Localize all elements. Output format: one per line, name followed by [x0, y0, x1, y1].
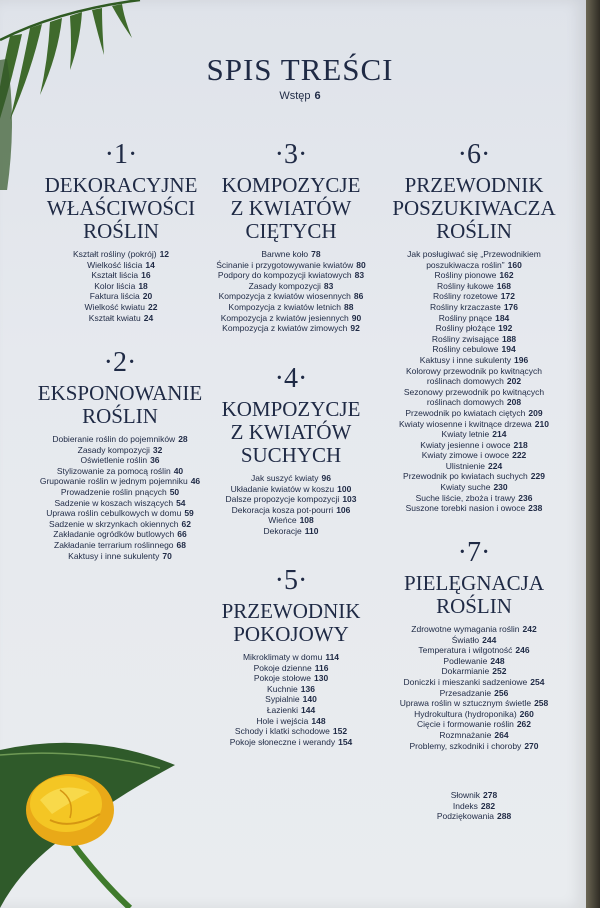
- toc-entry-page: 54: [176, 497, 186, 508]
- toc-entry-title: Prowadzenie roślin pnących: [60, 486, 167, 497]
- section-number: ·2·: [103, 347, 137, 378]
- toc-entry-page: 162: [499, 270, 514, 281]
- toc-entry-title: Problemy, szkodniki i choroby: [409, 740, 522, 751]
- toc-entry: [382, 334, 566, 345]
- toc-entry: [382, 482, 566, 493]
- toc-entry-title: Suszone torebki nasion i owoce: [405, 503, 526, 514]
- heading-line: CIĘTYCH: [245, 219, 337, 243]
- toc-entry: [32, 445, 208, 456]
- toc-entry-page: 70: [162, 550, 172, 561]
- toc-entry-title: Kolorowy przewodnik po kwitnących roślinach domowych: [405, 365, 543, 387]
- toc-entry: [205, 270, 377, 281]
- toc-entry-page: 88: [343, 301, 354, 312]
- section-number: ·3·: [274, 139, 308, 170]
- toc-entry-page: 278: [483, 790, 498, 800]
- toc-entry-page: 62: [181, 518, 191, 529]
- toc-entry-page: 66: [177, 529, 187, 540]
- toc-entry: [382, 730, 566, 741]
- toc-entry-page: 92: [350, 323, 360, 334]
- heading-line: KOMPOZYCJE: [221, 173, 361, 197]
- toc-entry-title: Kompozycja z kwiatów letnich: [228, 301, 341, 312]
- heading-line: POKOJOWY: [233, 622, 349, 646]
- toc-entry-title: Kwiaty jesienne i owoce: [420, 439, 511, 450]
- toc-entry-page: 59: [184, 508, 194, 519]
- toc-entry-page: 192: [498, 323, 513, 334]
- toc-list: [205, 473, 377, 537]
- toc-entry-page: 130: [313, 673, 329, 684]
- toc-entry: [382, 741, 566, 752]
- toc-entry-page: 254: [530, 676, 545, 687]
- toc-entry-title: Indeks: [452, 800, 478, 811]
- toc-list: [32, 434, 208, 561]
- toc-entry-page: 86: [353, 291, 364, 302]
- toc-entry-title: Pokoje dzienne: [253, 662, 312, 673]
- toc-entry-title: Temperatura i wilgotność: [418, 645, 513, 656]
- toc-entry: [382, 709, 566, 720]
- toc-entry-page: 264: [494, 729, 509, 740]
- toc-list: [42, 249, 200, 323]
- toc-entry-title: Dekoracje: [263, 525, 302, 536]
- section-number: ·7·: [457, 537, 491, 568]
- toc-entry-page: 144: [301, 704, 316, 715]
- toc-entry-page: 40: [173, 465, 184, 476]
- toc-entry: [205, 694, 377, 705]
- toc-entry: [32, 508, 208, 519]
- toc-entry-page: 244: [482, 634, 497, 645]
- toc-entry-page: 78: [311, 249, 321, 259]
- toc-entry-page: 288: [497, 811, 512, 822]
- toc-entry: [382, 344, 566, 355]
- toc-entry: [205, 494, 377, 505]
- toc-entry-title: Suche liście, zboża i trawy: [415, 492, 516, 503]
- toc-entry-title: Dalsze propozycje kompozycji: [225, 494, 340, 505]
- toc-entry: [382, 461, 566, 472]
- toc-entry: [205, 663, 377, 674]
- toc-entry-page: 148: [311, 715, 326, 726]
- toc-entry: [382, 313, 566, 324]
- toc-entry-title: Rośliny pionowe: [434, 270, 497, 281]
- toc-entry-page: 80: [356, 259, 366, 270]
- toc-entry: [382, 355, 566, 366]
- section-5: [205, 566, 377, 747]
- toc-entry-title: Schody i klatki schodowe: [234, 726, 330, 737]
- toc-entry-title: Sypialnie: [265, 694, 300, 705]
- heading-line: Z KWIATÓW: [230, 420, 352, 444]
- toc-entry-page: 46: [190, 476, 201, 487]
- toc-entry-page: 136: [300, 683, 315, 694]
- toc-entry-page: 238: [528, 503, 543, 514]
- toc-entry: [382, 635, 566, 646]
- toc-entry-title: Jak suszyć kwiaty: [250, 473, 319, 483]
- toc-entry-page: 256: [494, 687, 509, 698]
- toc-entry-title: Kwiaty suche: [440, 482, 491, 493]
- toc-entry: [205, 291, 377, 302]
- toc-entry: [205, 302, 377, 313]
- toc-entry-title: Jak posługiwać się „Przewodnikiem poszukiwacza roślin”: [407, 249, 541, 270]
- section-1: [42, 140, 200, 323]
- heading-line: PRZEWODNIK: [404, 173, 544, 197]
- toc-entry-title: Rośliny płożące: [435, 323, 496, 334]
- toc-entry-page: 208: [506, 397, 522, 408]
- section-3: [205, 140, 377, 334]
- toc-entry-page: 222: [512, 450, 527, 461]
- toc-entry-title: Uprawa roślin w sztucznym świetle: [399, 698, 532, 709]
- heading-line: ROŚLIN: [83, 219, 159, 243]
- heading-line: ROŚLIN: [436, 219, 512, 243]
- toc-entry-title: Wieńce: [268, 515, 297, 526]
- toc-entry-page: 184: [495, 312, 510, 323]
- toc-entry: [205, 684, 377, 695]
- toc-entry: [32, 519, 208, 530]
- toc-entry-title: Przewodnik po kwiatach suchych: [403, 471, 528, 482]
- toc-entry: [382, 698, 566, 709]
- toc-entry-title: Uprawa roślin cebulkowych w domu: [46, 508, 182, 519]
- toc-entry-title: Dekoracja kosza pot-pourri: [231, 504, 334, 515]
- toc-entry-title: Kwiaty zimowe i owoce: [421, 450, 510, 461]
- toc-entry-page: 32: [152, 444, 163, 455]
- toc-entry: [205, 260, 377, 271]
- section-heading: [205, 398, 377, 467]
- toc-entry: [399, 366, 549, 387]
- toc-entry-page: 103: [342, 494, 357, 505]
- section-number: ·1·: [104, 139, 138, 170]
- toc-entry: [205, 716, 377, 727]
- toc-entry: [205, 281, 377, 292]
- toc-entry-page: 68: [176, 539, 186, 550]
- toc-entry: [32, 466, 208, 477]
- toc-entry: [382, 811, 566, 822]
- toc-entry-title: Ulistnienie: [445, 460, 486, 471]
- toc-entry-title: Pokoje słoneczne i werandy: [229, 736, 336, 747]
- toc-entry: [382, 429, 566, 440]
- toc-entry-title: Zakładanie ogródków butlowych: [53, 529, 175, 540]
- toc-entry: [205, 249, 377, 260]
- toc-entry: [205, 726, 377, 737]
- toc-entry-title: Łazienki: [266, 704, 298, 715]
- toc-entry-page: 188: [501, 333, 517, 344]
- toc-entry-page: 168: [496, 280, 511, 291]
- toc-entry-page: 230: [493, 482, 508, 493]
- toc-entry-title: Kształt liścia: [91, 270, 139, 281]
- toc-entry-page: 202: [506, 376, 522, 387]
- toc-entry: [42, 249, 200, 260]
- toc-entry-title: Barwne koło: [261, 249, 309, 259]
- toc-entry-title: Hydrokultura (hydroponika): [414, 708, 517, 719]
- heading-line: KOMPOZYCJE: [221, 397, 361, 421]
- toc-entry: [32, 498, 208, 509]
- section-7: [382, 538, 566, 751]
- toc-entry: [42, 270, 200, 281]
- heading-line: PIELĘGNACJA: [404, 571, 544, 595]
- toc-entry-title: Podlewanie: [443, 655, 488, 666]
- toc-entry-page: 224: [488, 460, 503, 471]
- toc-list: [382, 249, 566, 514]
- section-heading: [42, 174, 200, 243]
- toc-entry: [382, 790, 566, 801]
- toc-entry-title: Kompozycja z kwiatów wiosennych: [218, 291, 351, 302]
- toc-entry: [382, 645, 566, 656]
- toc-entry-page: 16: [141, 270, 151, 281]
- toc-entry-page: 20: [142, 291, 153, 302]
- toc-entry-title: Kaktusy i inne sukulenty: [419, 354, 511, 365]
- toc-entry-page: 110: [304, 525, 319, 536]
- toc-entry-title: Doniczki i mieszanki sadzeniowe: [403, 676, 528, 687]
- section-2: [32, 348, 208, 561]
- toc-entry: [32, 487, 208, 498]
- toc-entry-title: Rośliny zwisające: [431, 333, 499, 344]
- toc-entry-title: Kompozycja z kwiatów zimowych: [222, 323, 348, 334]
- toc-entry: [32, 455, 208, 466]
- toc-entry-title: Kształt rośliny (pokrój): [72, 249, 157, 259]
- toc-entry-title: Wielkość liścia: [87, 259, 143, 270]
- toc-entry-title: Układanie kwiatów w koszu: [230, 483, 335, 494]
- toc-entry: [382, 270, 566, 281]
- toc-entry: [382, 471, 566, 482]
- toc-entry: [205, 313, 377, 324]
- toc-entry-page: 236: [518, 492, 533, 503]
- toc-entry: [382, 493, 566, 504]
- toc-entry: [32, 540, 208, 551]
- toc-entry-page: 140: [302, 694, 317, 705]
- toc-entry-title: Stylizowanie za pomocą roślin: [56, 465, 171, 476]
- toc-entry-page: 270: [524, 740, 539, 751]
- toc-entry: [205, 505, 377, 516]
- toc-entry-page: 209: [528, 407, 543, 418]
- toc-entry: [382, 302, 566, 313]
- toc-entry-page: 90: [351, 312, 362, 323]
- toc-entry-page: 282: [480, 800, 496, 811]
- toc-entry: [382, 666, 566, 677]
- toc-entry-title: Cięcie i formowanie roślin: [416, 719, 514, 730]
- section-heading: [32, 382, 208, 428]
- intro-label: Wstęp: [279, 90, 311, 102]
- toc-entry-page: 214: [492, 429, 507, 440]
- heading-line: SUCHYCH: [240, 443, 342, 467]
- toc-entry: [42, 313, 200, 324]
- toc-list: [205, 652, 377, 747]
- toc-entry: [382, 688, 566, 699]
- toc-entry: [42, 281, 200, 292]
- toc-entry: [399, 387, 549, 408]
- heading-line: WŁAŚCIWOŚCI: [46, 196, 196, 220]
- toc-entry-page: 50: [169, 486, 180, 497]
- toc-entry-title: Zasady kompozycji: [77, 444, 150, 455]
- toc-entry-page: 252: [492, 666, 507, 677]
- toc-entry-title: Rośliny krzaczaste: [429, 301, 501, 312]
- toc-entry-title: Grupowanie roślin w jednym pojemniku: [39, 476, 188, 487]
- toc-entry: [399, 249, 549, 270]
- toc-entry-title: Zdrowotne wymagania roślin: [411, 624, 520, 634]
- toc-entry-title: Sadzenie w koszach wiszących: [54, 497, 174, 508]
- toc-entry: [32, 434, 208, 445]
- section-heading: [382, 572, 566, 618]
- toc-entry-title: Faktura liścia: [89, 291, 140, 302]
- intro-page: 6: [314, 90, 321, 102]
- toc-entry-title: Pokoje stołowe: [253, 673, 311, 684]
- toc-entry-page: 242: [522, 624, 537, 634]
- toc-entry: [205, 526, 377, 537]
- toc-entry: [32, 529, 208, 540]
- toc-entry-page: 28: [178, 434, 188, 444]
- toc-entry-page: 106: [336, 504, 351, 515]
- toc-entry: [205, 673, 377, 684]
- back-matter-list: [382, 790, 566, 822]
- toc-entry-page: 12: [159, 249, 170, 259]
- toc-entry-page: 196: [514, 354, 529, 365]
- toc-entry: [382, 281, 566, 292]
- toc-entry-title: Podpory do kompozycji kwiatowych: [217, 270, 352, 281]
- toc-entry: [205, 484, 377, 495]
- toc-entry-title: Kuchnie: [267, 683, 298, 694]
- toc-entry-page: 210: [534, 418, 549, 429]
- toc-entry: [382, 323, 566, 334]
- toc-entry-title: Oświetlenie roślin: [80, 455, 148, 466]
- toc-entry: [205, 652, 377, 663]
- toc-entry-title: Rośliny łukowe: [437, 280, 494, 291]
- toc-entry: [42, 260, 200, 271]
- toc-entry: [382, 624, 566, 635]
- toc-entry: [32, 476, 208, 487]
- toc-entry-title: Kwiaty wiosenne i kwitnące drzewa: [399, 418, 532, 429]
- book-spine: [586, 0, 600, 908]
- section-number: ·5·: [274, 565, 308, 596]
- toc-entry-page: 172: [500, 291, 515, 302]
- toc-entry-title: Rośliny rozetowe: [433, 291, 498, 302]
- toc-entry: [382, 440, 566, 451]
- section-heading: [205, 600, 377, 646]
- toc-entry: [205, 737, 377, 748]
- toc-entry-title: Kwiaty letnie: [441, 429, 490, 440]
- heading-line: Z KWIATÓW: [230, 196, 352, 220]
- toc-entry-page: 116: [314, 662, 329, 673]
- toc-entry-page: 229: [530, 471, 545, 482]
- toc-entry-page: 96: [321, 473, 331, 483]
- toc-entry-page: 246: [515, 645, 530, 656]
- toc-entry-title: Dokarmianie: [441, 666, 490, 677]
- toc-entry-page: 260: [519, 708, 534, 719]
- toc-entry: [382, 450, 566, 461]
- toc-entry-title: Zasady kompozycji: [248, 280, 321, 291]
- toc-entry: [382, 291, 566, 302]
- toc-entry-title: Przesadzanie: [439, 687, 492, 698]
- toc-entry-page: 14: [145, 259, 155, 270]
- heading-line: ROŚLIN: [82, 404, 158, 428]
- toc-entry-title: Ścinanie i przygotowywanie kwiatów: [216, 259, 354, 270]
- heading-line: POSZUKIWACZA: [392, 196, 556, 220]
- toc-entry: [32, 551, 208, 562]
- section-number: ·6·: [457, 139, 491, 170]
- section-number: ·4·: [274, 363, 308, 394]
- toc-entry-page: 108: [299, 515, 314, 526]
- toc-entry-page: 100: [337, 483, 352, 494]
- back-matter: [382, 790, 566, 822]
- toc-entry: [205, 705, 377, 716]
- toc-entry-title: Kompozycja z kwiatów jesiennych: [220, 312, 349, 323]
- toc-entry-page: 18: [138, 280, 148, 291]
- toc-entry-page: 248: [490, 655, 505, 666]
- toc-entry-page: 152: [332, 726, 348, 737]
- toc-entry: [382, 719, 566, 730]
- heading-line: PRZEWODNIK: [221, 599, 361, 623]
- toc-entry: [42, 291, 200, 302]
- toc-entry-page: 24: [143, 312, 154, 323]
- toc-entry-title: Światło: [451, 634, 480, 645]
- toc-entry-title: Rośliny pnące: [438, 312, 493, 323]
- toc-entry-title: Sezonowy przewodnik po kwitnących roślinach domowych: [403, 386, 545, 408]
- section-heading: [382, 174, 566, 243]
- toc-entry-page: 22: [148, 301, 158, 312]
- toc-entry-title: Mikroklimaty w domu: [242, 652, 323, 662]
- toc-entry-page: 194: [501, 344, 516, 355]
- toc-entry-title: Rośliny cebulowe: [432, 344, 499, 355]
- toc-entry-title: Sadzenie w skrzynkach okiennych: [49, 518, 179, 529]
- toc-entry-page: 114: [325, 652, 340, 662]
- toc-entry-title: Kaktusy i inne sukulenty: [68, 550, 160, 561]
- section-6: [382, 140, 566, 514]
- toc-entry-title: Słownik: [450, 790, 481, 800]
- intro-entry: [0, 90, 586, 102]
- toc-entry: [382, 677, 566, 688]
- toc-entry-title: Przewodnik po kwiatach ciętych: [405, 407, 526, 418]
- toc-entry: [382, 408, 566, 419]
- toc-entry: [42, 302, 200, 313]
- heading-line: ROŚLIN: [436, 594, 512, 618]
- toc-entry: [382, 656, 566, 667]
- toc-entry-page: 83: [354, 270, 365, 281]
- heading-line: DEKORACYJNE: [44, 173, 198, 197]
- section-heading: [205, 174, 377, 243]
- toc-entry-page: 154: [338, 736, 353, 747]
- toc-entry: [399, 419, 549, 430]
- toc-entry-page: 83: [323, 280, 334, 291]
- toc-entry-title: Zakładanie terrarium roślinnego: [54, 539, 174, 550]
- toc-entry-page: 176: [503, 301, 519, 312]
- toc-entry-title: Dobieranie roślin do pojemników: [52, 434, 176, 444]
- page-title: SPIS TREŚCI: [206, 52, 394, 87]
- toc-entry-page: 160: [507, 259, 522, 270]
- toc-entry: [205, 515, 377, 526]
- toc-entry: [205, 473, 377, 484]
- toc-entry-title: Podziękowania: [436, 811, 494, 822]
- toc-entry: [382, 503, 566, 514]
- toc-entry-page: 218: [513, 439, 528, 450]
- toc-entry-title: Rozmnażanie: [439, 729, 492, 740]
- toc-entry-page: 258: [534, 698, 549, 709]
- heading-line: EKSPONOWANIE: [37, 381, 203, 405]
- toc-entry: [382, 801, 566, 812]
- toc-entry-page: 36: [150, 455, 160, 466]
- toc-entry-title: Kolor liścia: [94, 280, 136, 291]
- toc-entry-title: Hole i wejścia: [256, 715, 309, 726]
- yellow-rose-decoration: [0, 730, 200, 908]
- toc-list: [205, 249, 377, 334]
- toc-entry-page: 262: [516, 719, 532, 730]
- toc-list: [382, 624, 566, 751]
- section-4: [205, 364, 377, 537]
- toc-entry: [205, 323, 377, 334]
- toc-entry-title: Wielkość kwiatu: [84, 301, 145, 312]
- toc-entry-title: Kształt kwiatu: [88, 312, 141, 323]
